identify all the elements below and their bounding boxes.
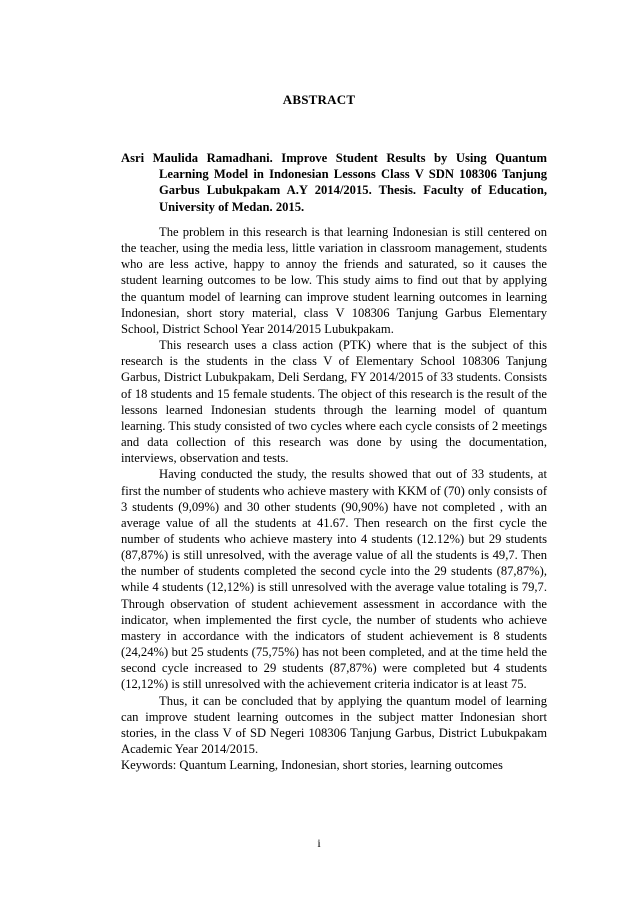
- keywords-line: Keywords: Quantum Learning, Indonesian, short stories, learning outcomes: [121, 758, 503, 772]
- abstract-paragraph-2: This research uses a class action (PTK) where that is the subject of this research is the students in the class V of Elementary School 108306 Tanjung Garbus, District Lubukpakam, Deli Serdang, FY 2014/2015 of 33 students. Consists of 18 students and 15 female students. The object of this research is the result of the lessons learned Indonesian students through the learning model of quantum learning. This study consisted of two cycles where each cycle consists of 2 meetings and data collection of this research was done by using the documentation, interviews, observation and tests.: [121, 338, 547, 466]
- page-title: ABSTRACT: [282, 92, 356, 107]
- abstract-paragraph-3: Having conducted the study, the results showed that out of 33 students, at first the number of students who achieve mastery with KKM of (70) only consists of 3 students (9,09%) and 30 other students (90,90%) have not completed , with an average value of all the students at 41.67. Then research on the first cycle the number of students who achieve mastery into 4 students (12.12%) but 29 students (87,87%) is still unresolved, with the average value of all the students is 49,7. Then the number of students completed the second cycle into the 29 students (87,87%), while 4 students (12,12%) is still unresolved with the average value totaling is 79,7. Through observation of student achievement assessment in accordance with the indicator, when implemented the first cycle, the number of students who achieve mastery in accordance with the indicators of student achievement is 8 students (24,24%) but 25 students (75,75%) has not been completed, and at the time held the second cycle increased to 29 students (87,87%) were completed but 4 students (12,12%) is still unresolved with the achievement criteria indicator is at least 75.: [121, 467, 548, 692]
- abstract-paragraph-1: The problem in this research is that learning Indonesian is still centered on the teacher, using the media less, little variation in classroom management, students who are less active, happy to annoy the friends and saturated, so it causes the student learning outcomes to be low. This study aims to find out that by applying the quantum model of learning can improve student learning outcomes in learning Indonesian, short story material, class V 108306 Tanjung Garbus Elementary School, District School Year 2014/2015 Lubukpakam.: [121, 225, 547, 336]
- abstract-paragraph-4: Thus, it can be concluded that by applying the quantum model of learning can improve student learning outcomes in the subject matter Indonesian short stories, in the class V of SD Negeri 108306 Tanjung Garbus, District Lubukpakam Academic Year 2014/2015.: [121, 693, 547, 756]
- abstract-body: [121, 224, 547, 757]
- page-number: i: [317, 836, 321, 850]
- thesis-citation: Asri Maulida Ramadhani. Improve Student Results by Using Quantum Learning Model in Indonesian Lessons Class V SDN 108306 Tanjung Garbus Lubukpakam A.Y 2014/2015. Thesis. Faculty of Education, University of Medan. 2015.: [121, 151, 547, 214]
